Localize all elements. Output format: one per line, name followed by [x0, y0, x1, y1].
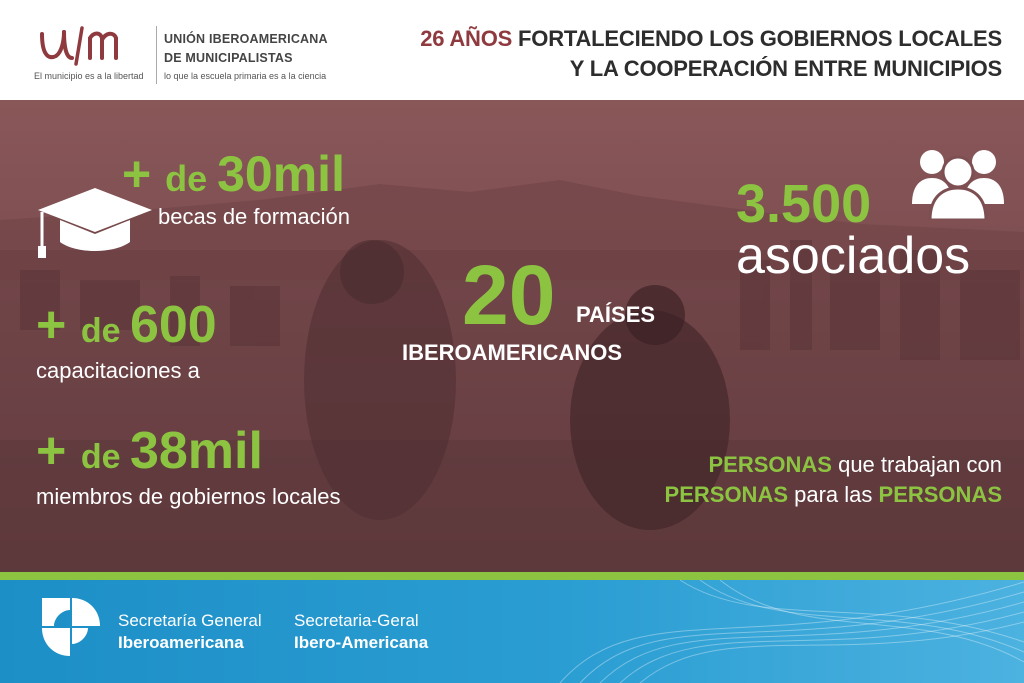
stat-associates-label: asociados [736, 227, 971, 285]
stat-scholarships-number: + de 30mil [122, 146, 345, 202]
motto-word-2: PERSONAS [664, 482, 789, 507]
logo-divider [156, 26, 157, 84]
segib-name-pt [294, 610, 428, 654]
stat-associates-number: 3.500 [736, 174, 872, 234]
segib-pt-line1: Secretaria-Geral [294, 611, 419, 630]
stat-countries-number: 20 [462, 248, 556, 342]
people-group-icon [910, 144, 1006, 220]
headline-line2: Y LA COOPERACIÓN ENTRE MUNICIPIOS [569, 56, 1002, 81]
segib-es-line1: Secretaría General [118, 611, 262, 630]
uim-logo-icon [38, 26, 150, 66]
segib-es-line2: Iberoamericana [118, 633, 244, 652]
org-name-line1: UNIÓN IBEROAMERICANA [164, 32, 328, 46]
stat-trainings-number: + de 600 [36, 296, 217, 354]
footer [0, 572, 1024, 683]
logo-tagline-left: El municipio es a la libertad [34, 71, 144, 81]
segib-logo-icon [40, 596, 102, 658]
motto-word-1: PERSONAS [708, 452, 832, 477]
segib-pt-line2: Ibero-Americana [294, 633, 429, 652]
stat-trainings-label: capacitaciones a [36, 358, 200, 383]
logo-tagline-right: lo que la escuela primaria es a la ciencia [164, 71, 327, 81]
stat-countries-label-line2: IBEROAMERICANOS [402, 340, 623, 365]
motto-word-3: PERSONAS [878, 482, 1002, 507]
motto: PERSONAS que trabajan con PERSONAS para las PERSONAS [664, 452, 1002, 507]
headline-accent: 26 AÑOS [420, 26, 513, 51]
stat-members-number: + de 38mil [36, 422, 263, 480]
stat-countries-label-line1: PAÍSES [576, 302, 656, 327]
org-name [164, 30, 328, 68]
org-name-line2: DE MUNICIPALISTAS [164, 51, 293, 65]
headline-line1: FORTALECIENDO LOS GOBIERNOS LOCALES [512, 26, 1002, 51]
stat-scholarships-label: becas de formación [158, 204, 350, 229]
page-headline [420, 24, 1002, 84]
header [0, 0, 1024, 100]
stat-members-label: miembros de gobiernos locales [36, 484, 341, 509]
hero-photo-panel [0, 100, 1024, 572]
segib-name-es [118, 610, 262, 654]
